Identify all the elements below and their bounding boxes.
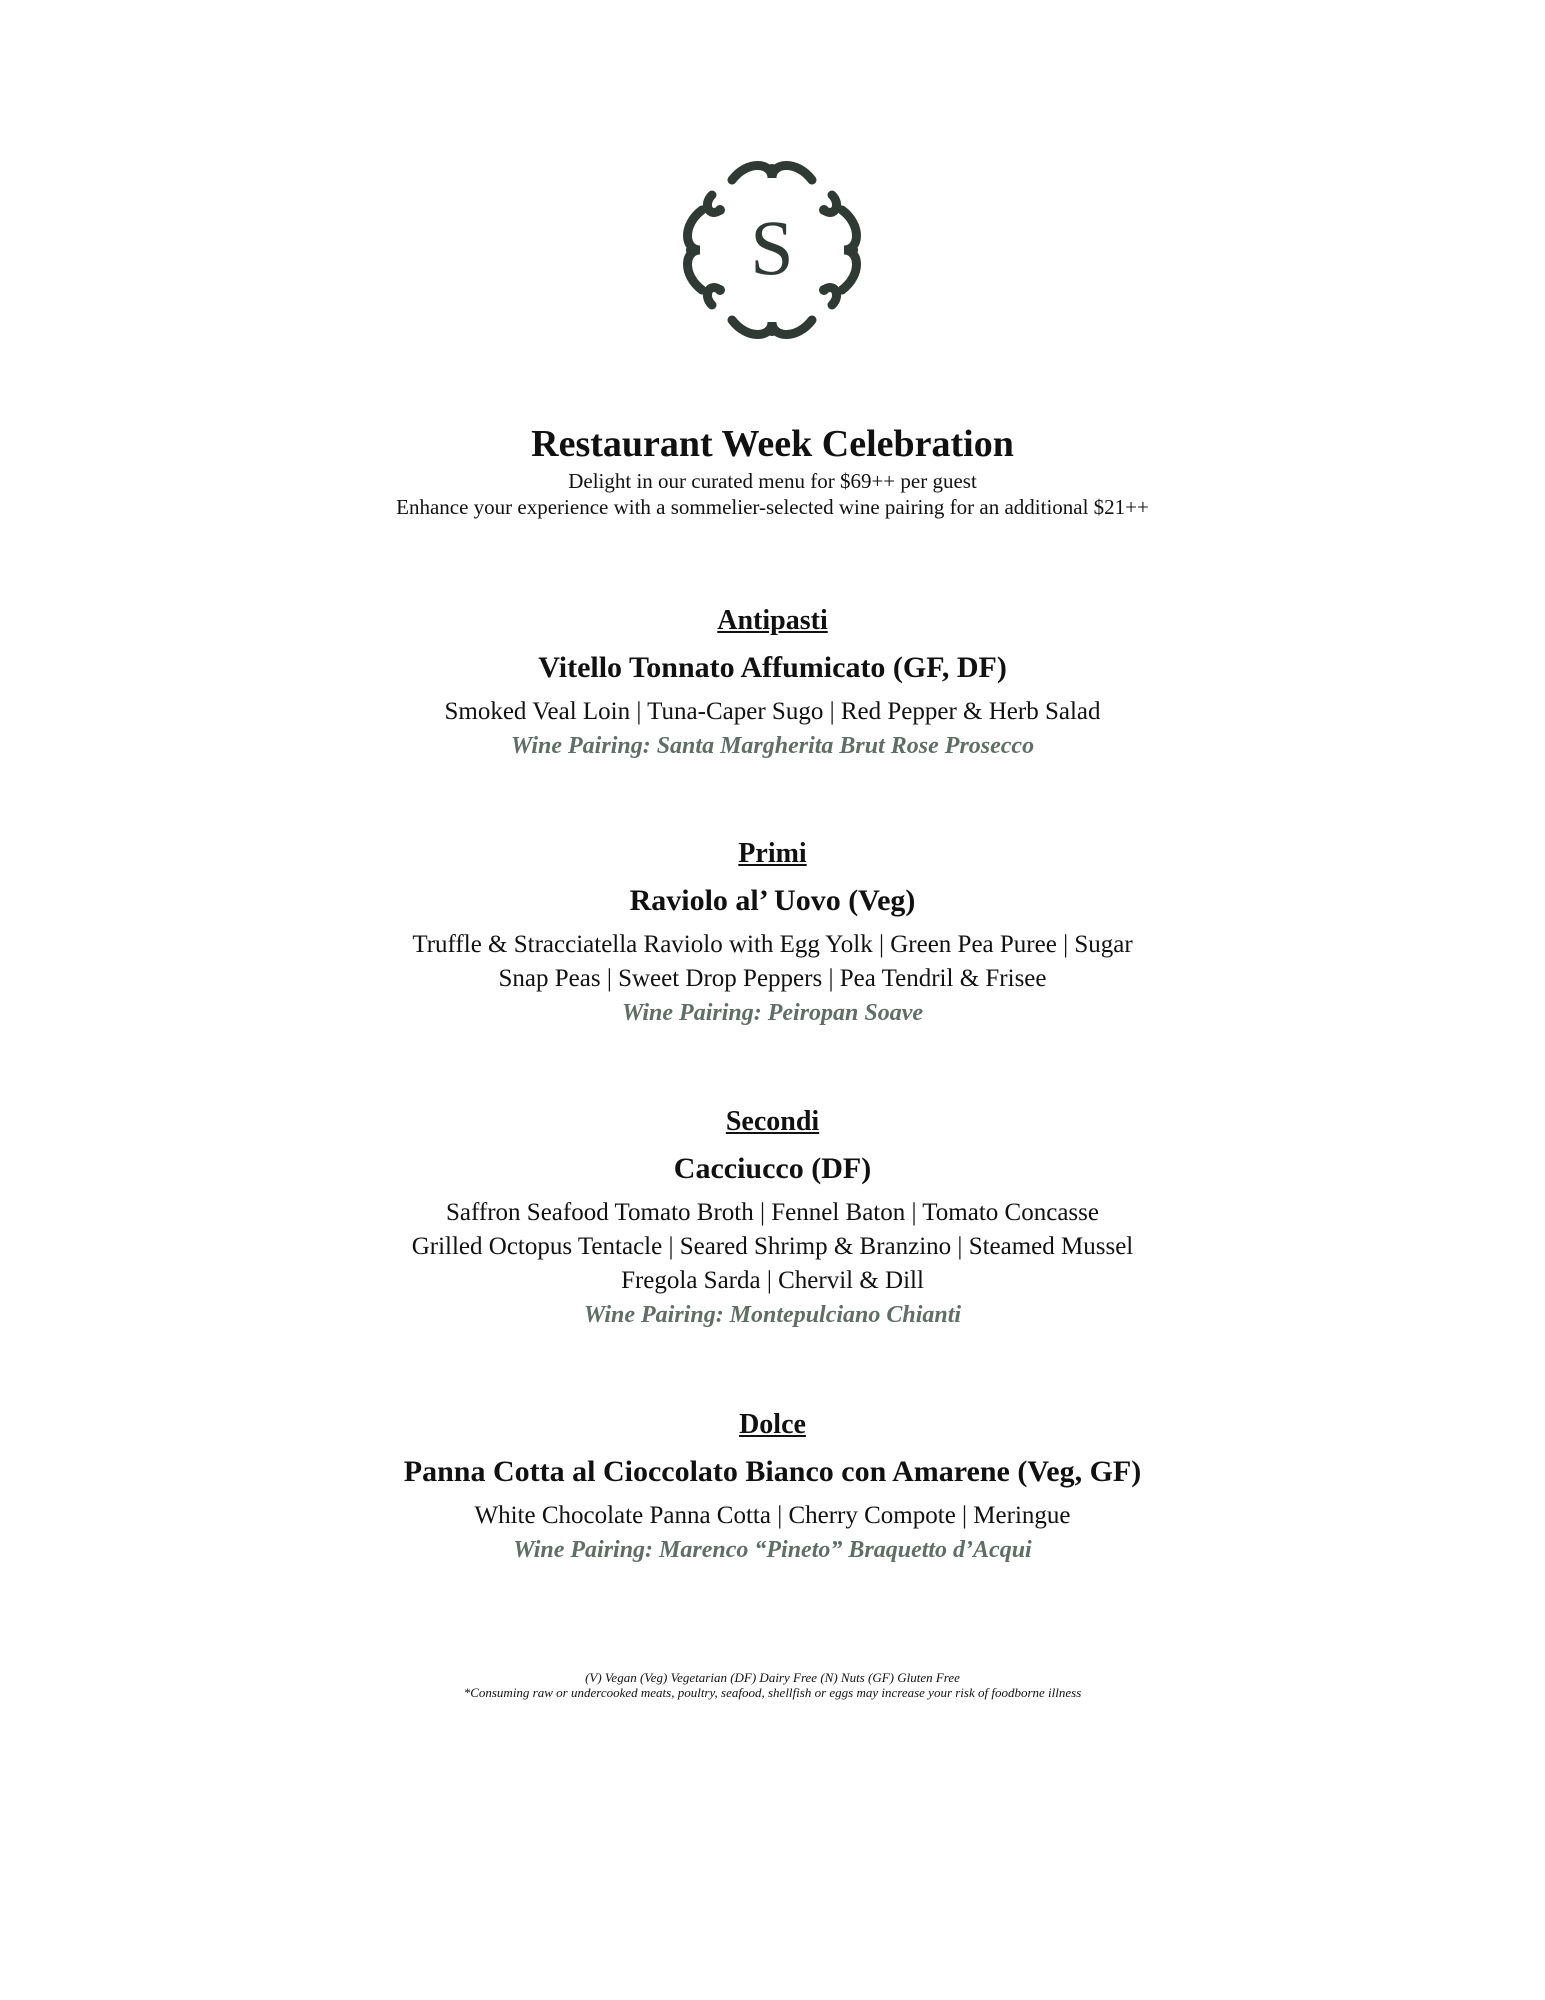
restaurant-logo-icon (672, 150, 872, 350)
course-title: Primi (738, 838, 807, 869)
dietary-legend: (V) Vegan (Veg) Vegetarian (DF) Dairy Free (N) Nuts (GF) Gluten Free (585, 1670, 960, 1685)
dish-name: Cacciucco (DF) (673, 1152, 872, 1185)
dish-description-line: Truffle & Stracciatella Raviolo with Egg Yolk | Green Pea Puree | Sugar (412, 931, 1133, 958)
course-title: Dolce (739, 1409, 806, 1440)
dish-name: Vitello Tonnato Affumicato (GF, DF) (538, 651, 1007, 684)
dish-description-line: White Chocolate Panna Cotta | Cherry Compote | Meringue (474, 1502, 1071, 1529)
dish-description-line: Smoked Veal Loin | Tuna-Caper Sugo | Red Pepper & Herb Salad (444, 698, 1101, 725)
price-line: Delight in our curated menu for $69++ per guest (568, 469, 977, 493)
wine-pairing: Wine Pairing: Peiropan Soave (621, 1000, 924, 1026)
course-dolce (0, 1407, 1545, 1567)
dish-description-line: Grilled Octopus Tentacle | Seared Shrimp & Branzino | Steamed Mussel (411, 1233, 1134, 1260)
menu-title: Restaurant Week Celebration (531, 423, 1014, 465)
course-title: Secondi (725, 1106, 820, 1137)
wine-pairing-offer: Enhance your experience with a sommelier-selected wine pairing for an additional $21++ (396, 495, 1149, 519)
course-antipasti (0, 603, 1545, 763)
menu-header (0, 420, 1545, 520)
course-primi (0, 836, 1545, 1030)
wine-pairing: Wine Pairing: Marenco “Pineto” Braquetto d’Acqui (513, 1537, 1032, 1563)
dish-description-line: Fregola Sarda | Chervil & Dill (621, 1267, 924, 1294)
logo-letter: S (750, 204, 794, 291)
dish-name: Raviolo al’ Uovo (Veg) (629, 884, 916, 917)
menu-footer (0, 1670, 1545, 1700)
wine-pairing: Wine Pairing: Santa Margherita Brut Rose Prosecco (510, 733, 1035, 759)
course-secondi (0, 1104, 1545, 1332)
food-safety-disclaimer: *Consuming raw or undercooked meats, poultry, seafood, shellfish or eggs may increase your risk of foodborne illness (463, 1685, 1082, 1700)
dish-name: Panna Cotta al Cioccolato Bianco con Amarene (Veg, GF) (403, 1455, 1142, 1488)
dish-description-line: Saffron Seafood Tomato Broth | Fennel Baton | Tomato Concasse (446, 1199, 1099, 1226)
course-title: Antipasti (717, 605, 828, 636)
wine-pairing: Wine Pairing: Montepulciano Chianti (583, 1302, 962, 1328)
dish-description-line: Snap Peas | Sweet Drop Peppers | Pea Tendril & Frisee (498, 965, 1047, 992)
